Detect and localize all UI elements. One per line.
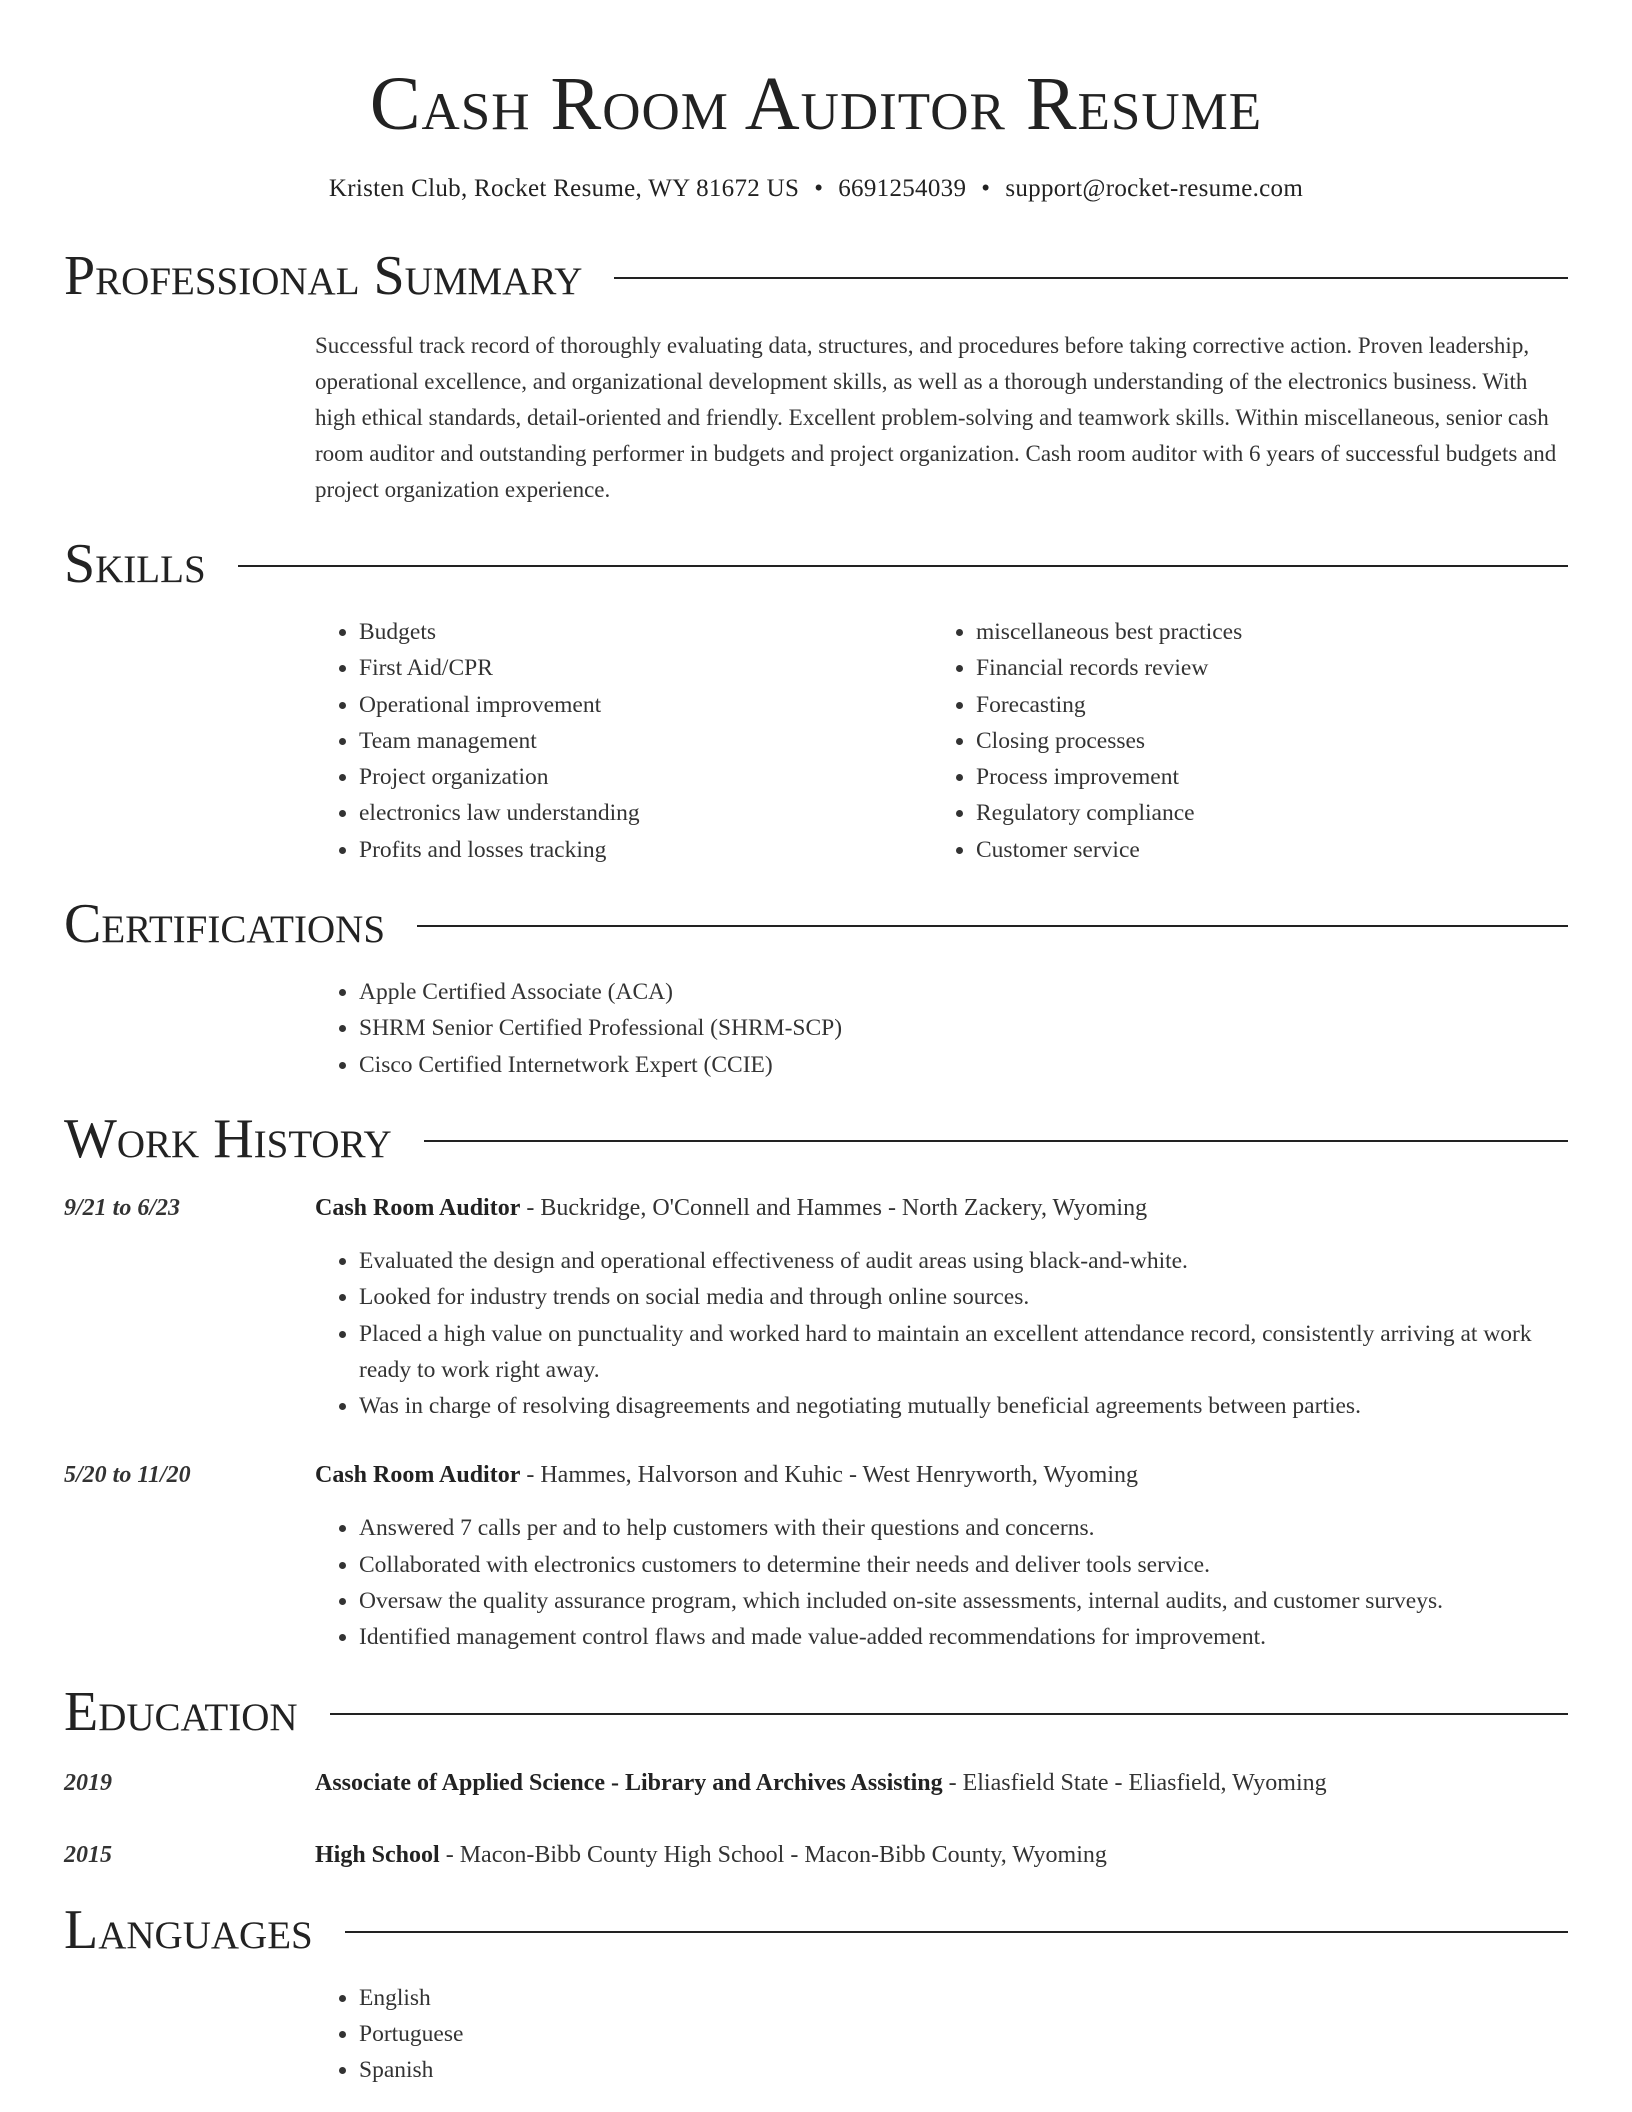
work-entry-header	[64, 1458, 1568, 1492]
skill-item: • Project organization	[359, 759, 932, 795]
contact-separator: •	[814, 175, 824, 202]
section-rule	[330, 1713, 1568, 1715]
work-bullet: • Was in charge of resolving disagreements and negotiating mutually beneficial agreements between parties.	[359, 1388, 1568, 1424]
certification-item: • SHRM Senior Certified Professional (SHRM-SCP)	[359, 1010, 1568, 1046]
section-title: Certifications	[64, 893, 386, 956]
contact-line	[64, 172, 1568, 206]
work-bullets	[315, 1243, 1568, 1424]
skill-item: • Financial records review	[976, 650, 1549, 686]
education-entry	[64, 1838, 1568, 1872]
section-rule	[417, 925, 1568, 927]
work-bullet: • Placed a high value on punctuality and worked hard to maintain an excellent attendance record, consistently arriving at work ready to work right away.	[359, 1316, 1568, 1389]
skill-item: • Customer service	[976, 832, 1549, 868]
section-heading-skills	[64, 532, 1568, 596]
education-school: - Eliasfield State - Eliasfield, Wyoming	[942, 1769, 1327, 1796]
section-rule	[238, 565, 1568, 567]
work-role: Cash Room Auditor	[315, 1194, 521, 1221]
work-bullet-list	[315, 1243, 1568, 1424]
certifications-block	[315, 974, 1568, 1083]
section-rule	[424, 1140, 1568, 1142]
language-item: • Spanish	[359, 2052, 1568, 2088]
work-bullet: • Oversaw the quality assurance program, which included on-site assessments, internal audits, and customer surveys.	[359, 1583, 1568, 1619]
work-entry	[64, 1191, 1568, 1424]
contact-address: Kristen Club, Rocket Resume, WY 81672 US	[328, 175, 800, 202]
language-item: • Portuguese	[359, 2016, 1568, 2052]
education-school: - Macon-Bibb County High School - Macon-Bibb County, Wyoming	[439, 1841, 1107, 1868]
certification-item: • Apple Certified Associate (ACA)	[359, 974, 1568, 1010]
skills-list	[932, 614, 1549, 868]
education-degree: Associate of Applied Science - Library and Archives Assisting	[315, 1769, 943, 1796]
work-dates: 5/20 to 11/20	[64, 1462, 191, 1489]
contact-phone: 6691254039	[838, 175, 967, 202]
work-entry-header	[64, 1191, 1568, 1225]
certification-item: • Cisco Certified Internetwork Expert (CCIE)	[359, 1047, 1568, 1083]
skill-item: • Team management	[359, 723, 932, 759]
contact-separator: •	[981, 175, 991, 202]
resume-title: Cash Room Auditor Resume	[369, 62, 1263, 146]
skill-item: • miscellaneous best practices	[976, 614, 1549, 650]
skill-item: • Profits and losses tracking	[359, 832, 932, 868]
education-year: 2015	[64, 1841, 112, 1868]
education-year: 2019	[64, 1769, 112, 1796]
contact-email: support@rocket-resume.com	[1005, 175, 1304, 202]
section-title: Professional Summary	[64, 245, 583, 307]
work-bullet: • Answered 7 calls per and to help customers with their questions and concerns.	[359, 1510, 1568, 1546]
section-title: Work History	[64, 1107, 392, 1170]
section-title: Languages	[64, 1898, 313, 1961]
work-info	[315, 1191, 1568, 1225]
languages-list	[315, 1980, 1568, 2089]
section-heading-summary	[64, 244, 1568, 308]
work-bullets	[315, 1510, 1568, 1655]
skill-item: • Closing processes	[976, 723, 1549, 759]
education-info	[315, 1766, 1568, 1800]
work-employer: - Hammes, Halvorson and Kuhic - West Henryworth, Wyoming	[520, 1462, 1138, 1489]
section-heading-work	[64, 1107, 1568, 1171]
work-info	[315, 1458, 1568, 1492]
work-bullet: • Identified management control flaws and made value-added recommendations for improvement.	[359, 1619, 1568, 1655]
summary-text: Successful track record of thoroughly evaluating data, structures, and procedures before taking corrective action. Proven leadership, operational excellence, and organizational development skills, as well as a thorough understanding of the electronics business. With high ethical standards, detail-oriented and friendly. Excellent problem-solving and teamwork skills. Within miscellaneous, senior cash room auditor and outstanding performer in budgets and project organization. Cash room auditor with 6 years of successful budgets and project organization experience.	[315, 333, 1557, 502]
skill-item: • Process improvement	[976, 759, 1549, 795]
languages-block	[315, 1980, 1568, 2089]
section-rule	[614, 277, 1568, 279]
skill-item: • Regulatory compliance	[976, 795, 1549, 831]
skill-item: • electronics law understanding	[359, 795, 932, 831]
certifications-list	[315, 974, 1568, 1083]
work-dates: 9/21 to 6/23	[64, 1194, 181, 1221]
work-bullet-list	[315, 1510, 1568, 1655]
education-entry	[64, 1766, 1568, 1800]
work-entry	[64, 1458, 1568, 1655]
skills-list	[315, 614, 932, 868]
education-degree: High School	[315, 1841, 440, 1868]
work-bullet: • Looked for industry trends on social media and through online sources.	[359, 1279, 1568, 1315]
work-employer: - Buckridge, O'Connell and Hammes - North Zackery, Wyoming	[520, 1194, 1148, 1221]
skills-columns	[315, 614, 1568, 868]
language-item: • English	[359, 1980, 1568, 2016]
work-bullet: • Collaborated with electronics customers to determine their needs and deliver tools service.	[359, 1547, 1568, 1583]
section-heading-certifications	[64, 892, 1568, 956]
work-role: Cash Room Auditor	[315, 1462, 521, 1489]
skill-item: • Operational improvement	[359, 687, 932, 723]
skills-column-left	[315, 614, 932, 868]
section-title: Skills	[64, 533, 206, 595]
skill-item: • First Aid/CPR	[359, 650, 932, 686]
skill-item: • Budgets	[359, 614, 932, 650]
education-info	[315, 1838, 1568, 1872]
skill-item: • Forecasting	[976, 687, 1549, 723]
skills-column-right	[932, 614, 1549, 868]
work-bullet: • Evaluated the design and operational effectiveness of audit areas using black-and-white.	[359, 1243, 1568, 1279]
section-heading-education	[64, 1680, 1568, 1744]
section-heading-languages	[64, 1898, 1568, 1962]
section-title: Education	[64, 1680, 298, 1743]
section-rule	[345, 1931, 1568, 1933]
